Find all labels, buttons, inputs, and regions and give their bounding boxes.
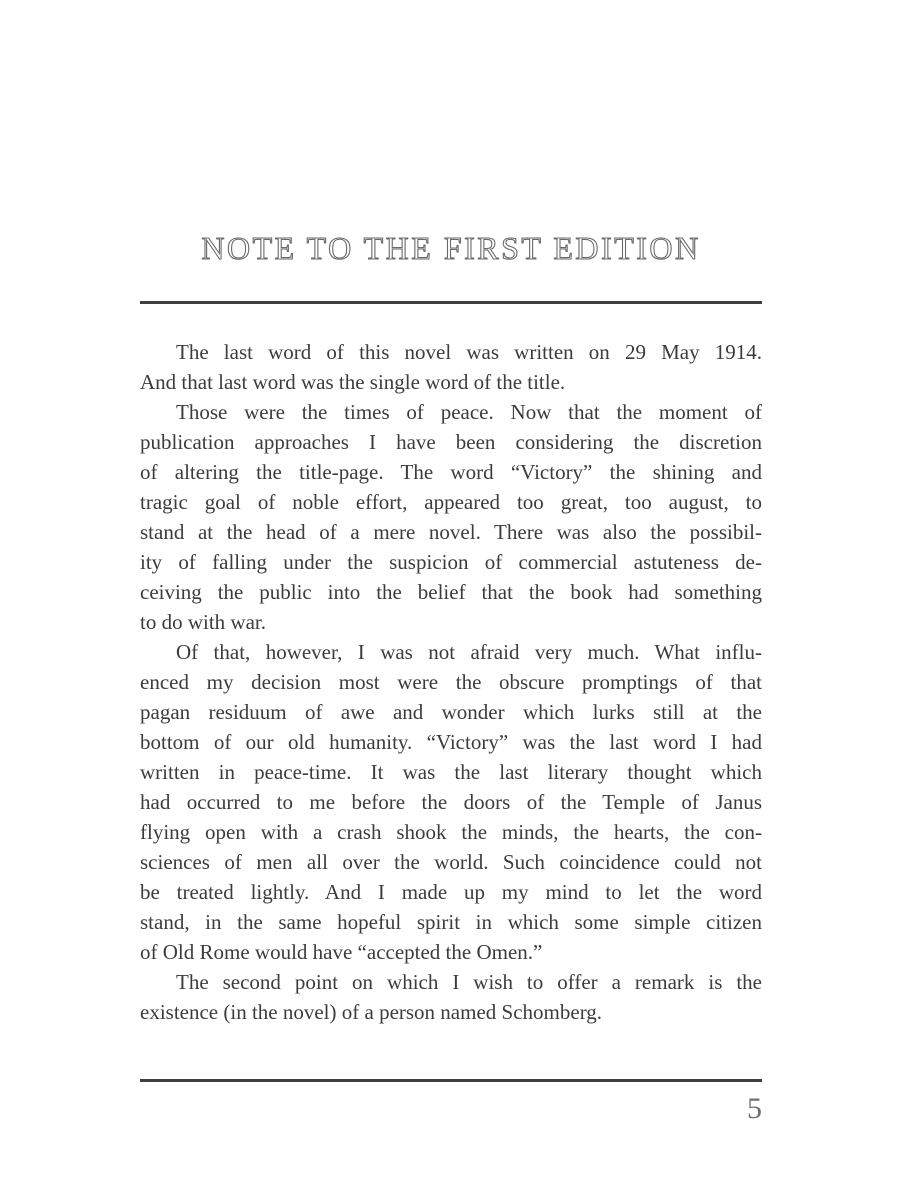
- text-line: publication approaches I have been considering the discretion: [140, 430, 762, 454]
- text-line: ity of falling under the suspicion of commercial astuteness de-: [140, 550, 762, 574]
- text-line: be treated lightly. And I made up my mind to let the word: [140, 880, 762, 904]
- text-line: had occurred to me before the doors of the Temple of Janus: [140, 790, 762, 814]
- text-line: stand, in the same hopeful spirit in which some simple citizen: [140, 910, 762, 934]
- text-line: pagan residuum of awe and wonder which lurks still at the: [140, 700, 762, 724]
- bottom-rule: [140, 1079, 762, 1082]
- text-line: enced my decision most were the obscure promptings of that: [140, 670, 762, 694]
- paragraph: [140, 397, 762, 637]
- paragraph: [140, 337, 762, 397]
- text-line: to do with war.: [140, 610, 266, 634]
- chapter-title: NOTE TO THE FIRST EDITION: [201, 230, 701, 266]
- page-number: 5: [747, 1092, 762, 1125]
- text-line: existence (in the novel) of a person named Schomberg.: [140, 1000, 603, 1024]
- text-line: of Old Rome would have “accepted the Omen.”: [140, 940, 543, 964]
- text-line: ceiving the public into the belief that the book had something: [140, 580, 762, 604]
- text-line: tragic goal of noble effort, appeared too great, too august, to: [140, 490, 762, 514]
- text-line: Those were the times of peace. Now that the moment of: [176, 400, 762, 424]
- body-text: [140, 337, 762, 1027]
- text-line: Of that, however, I was not afraid very much. What influ-: [176, 640, 762, 664]
- text-line: written in peace-time. It was the last literary thought which: [140, 760, 762, 784]
- top-rule: [140, 301, 762, 304]
- text-line: of altering the title-page. The word “Victory” the shining and: [140, 460, 762, 484]
- paragraph: [140, 967, 762, 1027]
- text-line: stand at the head of a mere novel. There was also the possibil-: [140, 520, 762, 544]
- text-line: And that last word was the single word of the title.: [140, 370, 566, 394]
- text-line: flying open with a crash shook the minds, the hearts, the con-: [140, 820, 762, 844]
- text-line: sciences of men all over the world. Such coincidence could not: [140, 850, 762, 874]
- text-line: bottom of our old humanity. “Victory” was the last word I had: [140, 730, 762, 754]
- paragraph: [140, 637, 762, 967]
- text-line: The second point on which I wish to offer a remark is the: [176, 970, 762, 994]
- text-line: The last word of this novel was written on 29 May 1914.: [176, 340, 762, 364]
- page-content: [140, 0, 762, 1128]
